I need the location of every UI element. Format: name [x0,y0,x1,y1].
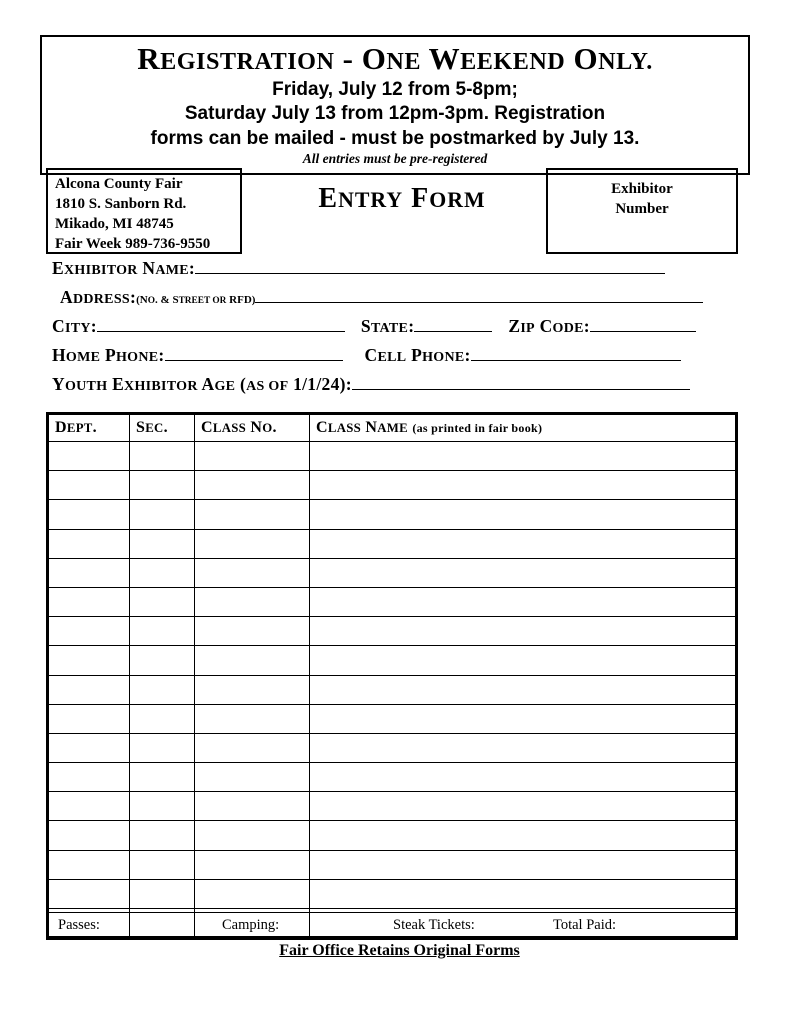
cell-sec[interactable] [130,792,195,821]
column-header-dept: DEPT. [49,415,130,442]
cell-class-name[interactable] [310,850,736,879]
cell-dept[interactable] [49,442,130,471]
entries-table [46,412,738,940]
table-row [49,792,736,821]
cell-class-name[interactable] [310,471,736,500]
cell-class-name[interactable] [310,821,736,850]
city-input[interactable] [97,316,345,332]
youth-age-input[interactable] [352,374,690,390]
state-label: STATE: [360,316,415,336]
home-phone-label: HOME PHONE: [52,345,165,365]
city-label: CITY: [52,316,97,336]
address-line-3: Mikado, MI 48745 [55,215,174,232]
cell-dept[interactable] [49,529,130,558]
cell-dept[interactable] [49,587,130,616]
cell-sec[interactable] [130,558,195,587]
table-row [49,587,736,616]
phones-row [52,345,742,374]
cell-sec[interactable] [130,879,195,908]
banner-note: All entries must be pre-registered [302,150,488,166]
cell-phone-label: CELL PHONE: [364,345,471,365]
cell-sec[interactable] [130,646,195,675]
cell-class-name[interactable] [310,617,736,646]
cell-class-no[interactable] [195,792,310,821]
table-row [49,529,736,558]
exhibitor-number-label-2: Number [615,200,669,217]
address-line-2: 1810 S. Sanborn Rd. [55,195,187,212]
cell-class-name[interactable] [310,675,736,704]
cell-dept[interactable] [49,704,130,733]
cell-sec[interactable] [130,821,195,850]
table-row [49,442,736,471]
table-row [49,704,736,733]
registration-banner [40,35,750,175]
cell-class-name[interactable] [310,442,736,471]
cell-class-no[interactable] [195,529,310,558]
cell-class-no[interactable] [195,879,310,908]
cell-class-name[interactable] [310,646,736,675]
cell-dept[interactable] [49,558,130,587]
page-title: ENTRY FORM [318,183,486,214]
table-row [49,617,736,646]
cell-sec[interactable] [130,763,195,792]
address-label: ADDRESS: [60,287,137,307]
youth-age-label: YOUTH EXHIBITOR AGE (AS OF 1/1/24): [52,374,352,394]
cell-sec[interactable] [130,733,195,762]
cell-dept[interactable] [49,879,130,908]
cell-class-name[interactable] [310,792,736,821]
exhibitor-number-label-1: Exhibitor [611,181,673,197]
address-input[interactable] [255,287,703,303]
steak-tickets-label[interactable]: Steak Tickets: [393,917,475,933]
cell-class-no[interactable] [195,704,310,733]
exhibitor-name-label: EXHIBITOR NAME: [52,258,196,278]
cell-class-name[interactable] [310,704,736,733]
cell-class-name[interactable] [310,879,736,908]
home-phone-input[interactable] [165,345,343,361]
cell-class-no[interactable] [195,646,310,675]
cell-class-no[interactable] [195,675,310,704]
address-line-4: Fair Week 989-736-9550 [55,235,211,252]
table-body [49,442,736,938]
table-row [49,500,736,529]
cell-class-no[interactable] [195,558,310,587]
table-row [49,763,736,792]
state-input[interactable] [414,316,492,332]
form-fields [52,258,742,403]
address-line-1: Alcona County Fair [55,176,183,192]
cell-dept[interactable] [49,763,130,792]
cell-class-no[interactable] [195,763,310,792]
cell-class-name[interactable] [310,558,736,587]
cell-dept[interactable] [49,500,130,529]
exhibitor-number-box[interactable] [546,168,738,254]
passes-label[interactable]: Passes: [58,917,100,933]
cell-dept[interactable] [49,821,130,850]
cell-sec[interactable] [130,704,195,733]
table-row [49,558,736,587]
cell-class-no[interactable] [195,471,310,500]
totals-strip [46,912,738,938]
city-state-zip-row [52,316,742,345]
table-row [49,646,736,675]
cell-dept[interactable] [49,733,130,762]
cell-sec[interactable] [130,587,195,616]
cell-dept[interactable] [49,617,130,646]
cell-dept[interactable] [49,850,130,879]
table-row [49,850,736,879]
cell-dept[interactable] [49,675,130,704]
cell-class-no[interactable] [195,587,310,616]
zip-input[interactable] [590,316,696,332]
cell-class-name[interactable] [310,763,736,792]
cell-class-no[interactable] [195,500,310,529]
cell-sec[interactable] [130,850,195,879]
cell-class-name[interactable] [310,529,736,558]
youth-age-row [52,374,742,403]
cell-class-no[interactable] [195,617,310,646]
cell-sec[interactable] [130,442,195,471]
cell-dept[interactable] [49,646,130,675]
camping-label[interactable]: Camping: [222,917,280,933]
cell-dept[interactable] [49,792,130,821]
table-row [49,821,736,850]
cell-class-no[interactable] [195,442,310,471]
table-row [49,471,736,500]
column-header-class-name: CLASS NAME (as printed in fair book) [310,415,736,442]
column-header-class-no: CLASS NO. [195,415,310,442]
table-row [49,675,736,704]
cell-class-name[interactable] [310,733,736,762]
table-row [49,879,736,908]
banner-line-1: Friday, July 12 from 5-8pm; [272,78,518,100]
cell-class-name[interactable] [310,587,736,616]
cell-class-no[interactable] [195,821,310,850]
table-header-row [49,415,736,442]
fair-address-box [46,168,242,254]
cell-sec[interactable] [130,529,195,558]
address-row [52,287,742,316]
banner-line-3: forms can be mailed - must be postmarked by July 13. [150,128,640,150]
cell-sec[interactable] [130,617,195,646]
address-sublabel: (NO. & STREET OR RFD) [136,294,256,306]
total-paid-label[interactable]: Total Paid: [553,917,617,933]
banner-line-2: Saturday July 13 from 12pm-3pm. Registration [184,103,606,125]
cell-dept[interactable] [49,471,130,500]
cell-sec[interactable] [130,675,195,704]
column-header-sec: SEC. [130,415,195,442]
retention-note: Fair Office Retains Original Forms [279,942,520,959]
cell-class-no[interactable] [195,850,310,879]
zip-label: ZIP CODE: [508,316,590,336]
exhibitor-name-row [52,258,742,287]
banner-title: REGISTRATION - ONE WEEKEND ONLY. [137,41,653,76]
column-header-class-name-sub: (as printed in fair book) [412,421,543,435]
table-row [49,733,736,762]
exhibitor-name-input[interactable] [195,258,665,274]
cell-sec[interactable] [130,471,195,500]
cell-phone-input[interactable] [471,345,681,361]
cell-class-name[interactable] [310,500,736,529]
cell-class-no[interactable] [195,733,310,762]
cell-sec[interactable] [130,500,195,529]
